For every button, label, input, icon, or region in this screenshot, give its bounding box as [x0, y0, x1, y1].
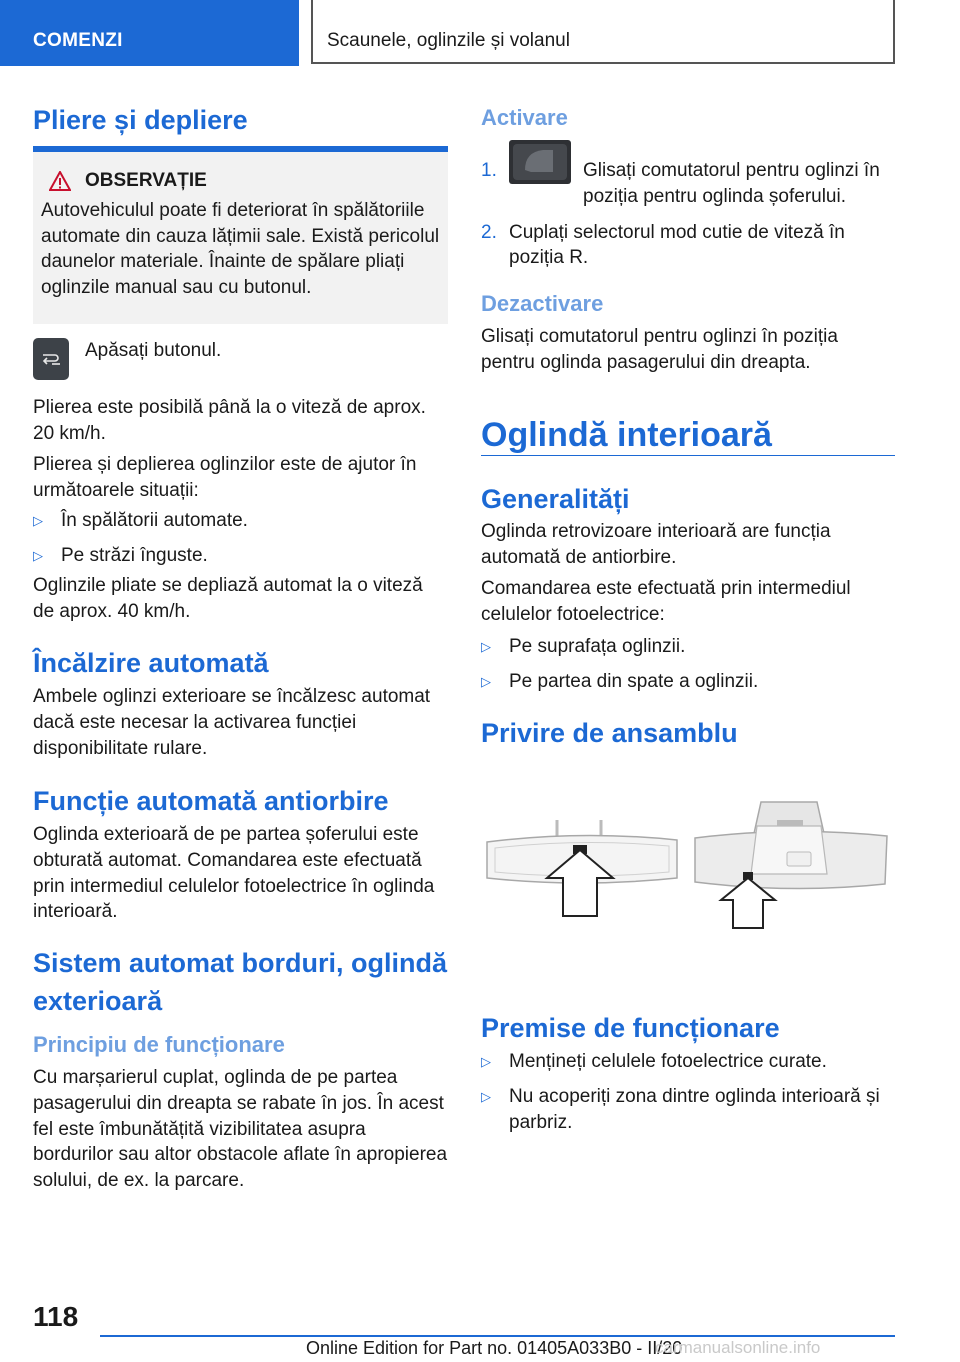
step-text: Glisați comutatorul pentru oglinzi în poziția pentru oglinda șoferului.	[583, 160, 880, 207]
footer-watermark: carmanualsonline.info	[655, 1338, 821, 1357]
mirror-fold-button-icon	[33, 338, 69, 380]
heading-deactivation: Dezactivare	[481, 291, 604, 316]
prerequisites-list	[481, 1049, 895, 1135]
footer-edition: Online Edition for Part no. 01405A033B0 - II/20	[306, 1338, 683, 1358]
principle-text: Cu marșarierul cuplat, oglinda de pe partea pasagerului din dreapta se rabate în jos. În acest fel este îmbunătățită vizibilitatea asupra bordurilor sau altor obstacole aflate în apropierea solului, de ex. la parcare.	[33, 1067, 448, 1192]
heading-fold: Pliere și depliere	[33, 105, 248, 135]
general-text-2: Comandarea este efectuată prin intermediul celulelor fotoelectrice:	[481, 578, 851, 625]
fold-situations-list	[33, 508, 448, 569]
heading-interior-mirror: Oglindă interioară	[481, 416, 772, 454]
section-title: COMENZI	[33, 30, 123, 51]
list-item: ▷ În spălătorii automate.	[33, 508, 448, 534]
note-text: Autovehiculul poate fi deteriorat în spălătoriile automate din cauza lățimii sale. Există pericolul daunelor materiale. Înainte de spălare pliați oglinzile manual sau cu butonul.	[41, 199, 440, 299]
list-item: 1. Glisați comutatorul pentru oglinzi în poziția pentru oglinda șoferului.	[481, 140, 895, 210]
heading-principle: Principiu de funcționare	[33, 1032, 285, 1057]
deactivation-text: Glisați comutatorul pentru oglinzi în poziția pentru oglinda pasagerului din dreapta.	[481, 326, 838, 373]
triangle-bullet-icon: ▷	[481, 639, 491, 654]
note-title: OBSERVAȚIE	[85, 170, 207, 191]
fold-speed-text: Plierea este posibilă până la o viteză de aprox. 20 km/h.	[33, 397, 426, 444]
cells-list	[481, 634, 895, 695]
page-number: 118	[33, 1301, 79, 1332]
mirror-switch-icon	[509, 140, 571, 184]
press-button-text: Apăsați butonul.	[85, 340, 222, 361]
triangle-bullet-icon: ▷	[33, 547, 43, 563]
heading-general: Generalități	[481, 484, 630, 514]
list-item: ▷ Mențineți celulele fotoelectrice curate.	[481, 1049, 895, 1075]
press-button-row	[33, 338, 448, 380]
heading-rule	[481, 455, 895, 456]
warning-triangle-icon	[49, 171, 71, 191]
heading-overview: Privire de ansamblu	[481, 718, 738, 748]
left-column	[33, 0, 448, 1270]
triangle-bullet-icon: ▷	[481, 1054, 491, 1069]
note-header	[49, 168, 440, 194]
triangle-bullet-icon: ▷	[481, 1088, 491, 1104]
triangle-bullet-icon: ▷	[481, 673, 491, 689]
step-text: Cuplați selectorul mod cutie de viteză în poziția R.	[509, 221, 845, 269]
chapter-title: Scaunele, oglinzile și volanul	[327, 30, 570, 51]
interior-mirror-illustration	[481, 796, 895, 932]
list-item: ▷ Pe străzi înguste.	[33, 543, 448, 569]
unfold-auto-text: Oglinzile pliate se depliază automat la o viteză de aprox. 40 km/h.	[33, 575, 423, 622]
antiglare-text: Oglinda exterioară de pe partea șoferului este obturată automat. Comandarea este efectuată prin intermediul celulelor fotoelectrice în oglinda interioară.	[33, 824, 435, 923]
triangle-bullet-icon: ▷	[33, 513, 43, 528]
warning-note	[33, 146, 448, 324]
right-column	[481, 0, 895, 1270]
list-item: ▷ Pe suprafața oglinzii.	[481, 634, 895, 660]
heating-text: Ambele oglinzi exterioare se încălzesc automat dacă este necesar la activarea funcției disponibilitate rulare.	[33, 686, 431, 759]
activation-steps	[481, 140, 895, 271]
list-item: ▷ Pe partea din spate a oglinzii.	[481, 669, 895, 695]
heading-curb: Sistem automat borduri, oglindă exterioară	[33, 948, 448, 1016]
list-item: ▷ Nu acoperiți zona dintre oglinda interioară și parbriz.	[481, 1084, 895, 1136]
fold-useful-text: Plierea și deplierea oglinzilor este de ajutor în următoarele situații:	[33, 454, 417, 501]
heading-activation: Activare	[481, 105, 568, 130]
list-item: 2. Cuplați selectorul mod cutie de viteză în poziția R.	[481, 220, 895, 272]
general-text-1: Oglinda retrovizoare interioară are funcția automată de antiorbire.	[481, 521, 831, 568]
heading-heating: Încălzire automată	[33, 648, 269, 678]
heading-antiglare: Funcție automată antiorbire	[33, 786, 389, 816]
heading-prerequisites: Premise de funcționare	[481, 1013, 780, 1043]
